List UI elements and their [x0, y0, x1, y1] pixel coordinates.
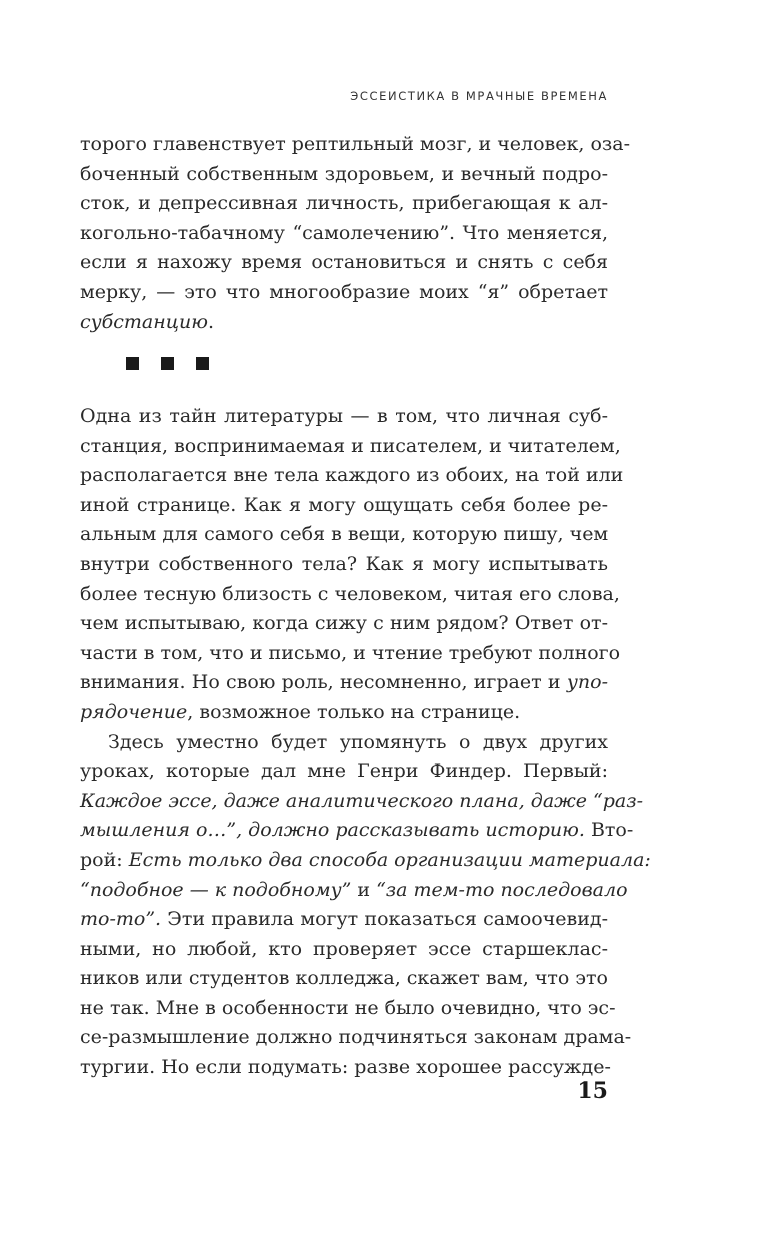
- text-line: [80, 668, 608, 698]
- text-line: ными, но любой, кто проверяет эссе старшеклас-: [80, 937, 608, 960]
- text-line: [80, 787, 644, 817]
- text-line: когольно-табачному “самолечению”. Что меняется,: [80, 221, 608, 244]
- text-line: альным для самого себя в вещи, которую пишу, чем: [80, 523, 609, 546]
- text-line: [80, 905, 608, 935]
- text-line: не так. Мне в особенности не было очевидно, что эс-: [80, 996, 616, 1019]
- divider-square-icon: [126, 357, 139, 370]
- text-line: станция, воспринимаемая и писателем, и читателем,: [80, 434, 621, 457]
- italic-line: Каждое эссе, даже аналитического плана, даже “раз-: [80, 789, 644, 812]
- text-line: внутри собственного тела? Как я могу испытывать: [80, 552, 608, 575]
- text-line: [80, 876, 628, 906]
- text-line: располагается вне тела каждого из обоих, на той или: [80, 464, 624, 487]
- line-segment: рой:: [80, 848, 129, 871]
- italic-segment: мышления о…”, должно рассказывать историю.: [80, 819, 585, 842]
- divider-square-icon: [161, 357, 174, 370]
- line-segment: Вто-: [584, 819, 634, 842]
- text-line: ников или студентов колледжа, скажет вам, что это: [80, 967, 608, 990]
- text-line: торого главенствует рептильный мозг, и человек, оза-: [80, 133, 630, 155]
- text-line: более тесную близость с человеком, читая его слова,: [80, 582, 620, 605]
- paragraph-start-line: Здесь уместно будет упомянуть о двух других: [108, 730, 608, 753]
- text-section-1: [80, 130, 630, 337]
- italic-segment: то-то”.: [80, 908, 162, 931]
- text-line: уроках, которые дал мне Генри Финдер. Первый:: [80, 760, 608, 783]
- text-line: [80, 698, 608, 728]
- running-header: ЭССЕИСТИКА В МРАЧНЫЕ ВРЕМЕНА: [350, 89, 608, 103]
- text-line: [80, 816, 634, 846]
- text-line: боченный собственным здоровьем, и вечный подро-: [80, 162, 608, 185]
- italic-segment: “за тем-то последовало: [376, 878, 628, 901]
- text-line-last: [80, 308, 608, 338]
- text-line: [80, 846, 651, 876]
- text-line: если я нахожу время остановиться и снять с себя: [80, 251, 608, 274]
- line-segment: Эти правила могут показаться самоочевид-: [161, 908, 608, 931]
- divider-square-icon: [196, 357, 209, 370]
- italic-segment: Есть только два способа организации материала:: [128, 848, 651, 871]
- text-line: тургии. Но если подумать: разве хорошее рассужде-: [80, 1056, 611, 1079]
- italic-word: субстанцию: [80, 310, 208, 333]
- line-segment: и: [351, 878, 377, 901]
- line-end: .: [207, 310, 215, 333]
- text-line: мерку, — это что многообразие моих “я” обретает: [80, 280, 608, 303]
- text-line: сток, и депрессивная личность, прибегающая к ал-: [80, 192, 608, 215]
- text-line: Одна из тайн литературы — в том, что личная суб-: [80, 405, 608, 427]
- italic-word: упо-: [566, 671, 608, 694]
- section-divider: [126, 357, 209, 370]
- page-number: 15: [577, 1078, 608, 1104]
- line-segment: , возможное только на странице.: [187, 700, 521, 723]
- text-line: иной странице. Как я могу ощущать себя более ре-: [80, 493, 608, 516]
- italic-segment: “подобное — к подобному”: [80, 878, 352, 901]
- italic-word: рядочение: [80, 700, 188, 723]
- text-line: се-размышление должно подчиняться законам драма-: [80, 1026, 632, 1049]
- text-line: части в том, что и письмо, и чтение требуют полного: [80, 641, 621, 664]
- line-segment: внимания. Но свою роль, несомненно, играет и: [80, 671, 567, 694]
- text-line: чем испытываю, когда сижу с ним рядом? Ответ от-: [80, 612, 608, 635]
- text-section-2: [80, 402, 651, 1083]
